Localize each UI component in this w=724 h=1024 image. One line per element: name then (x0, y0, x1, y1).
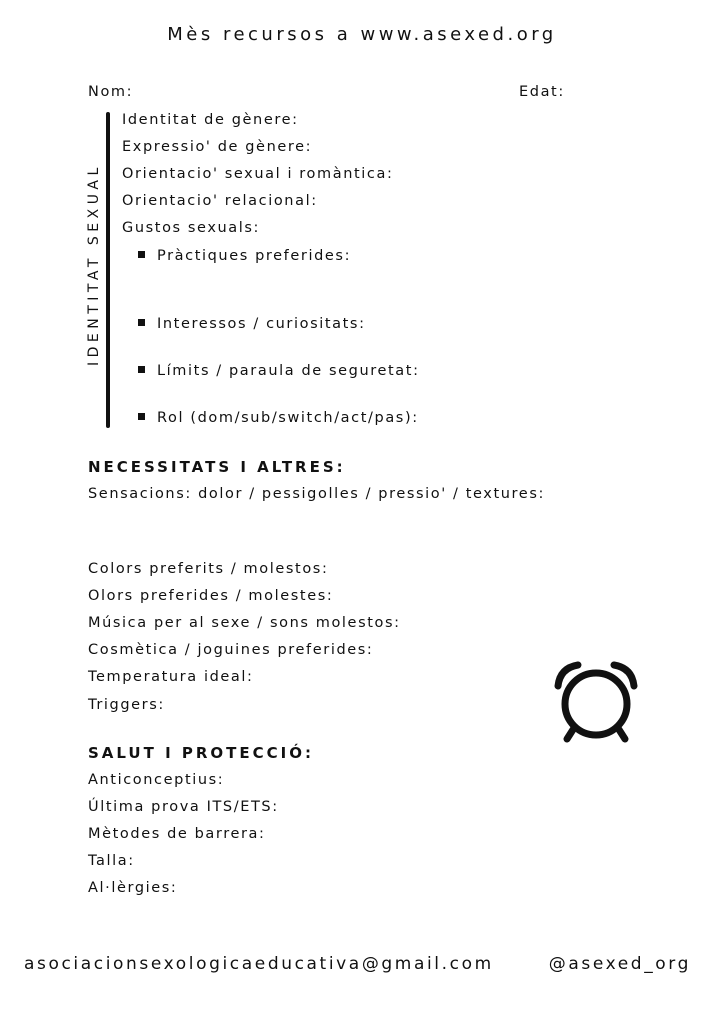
needs-heading: NECESSITATS I ALTRES: (88, 458, 346, 476)
form-field-label: Temperatura ideal: (88, 669, 254, 685)
social-handle[interactable]: @asexed_org (548, 954, 691, 974)
resources-link[interactable]: Mès recursos a www.asexed.org (167, 24, 557, 45)
form-field-label: Sensacions: dolor / pessigolles / pressio' / textures: (88, 486, 545, 502)
list-item (138, 363, 420, 379)
list-item (138, 316, 366, 332)
bullet-icon (138, 251, 145, 258)
bullet-icon (138, 413, 145, 420)
form-field-label: Gustos sexuals: (122, 220, 261, 236)
section-divider-bar (106, 112, 110, 428)
form-field-label: Última prova ITS/ETS: (88, 799, 279, 815)
identity-section-label: IDENTITAT SEXUAL (86, 163, 102, 366)
form-field-label: Triggers: (88, 697, 165, 713)
contact-email[interactable]: asociacionsexologicaeducativa@gmail.com (24, 954, 494, 974)
form-field-label: Anticonceptius: (88, 772, 225, 788)
form-field-label: Pràctiques preferides: (157, 248, 352, 264)
form-field-label: Cosmètica / joguines preferides: (88, 642, 374, 658)
form-field-label: Expressio' de gènere: (122, 139, 313, 155)
alarm-clock-icon (550, 660, 642, 746)
name-label: Nom: (88, 84, 134, 100)
form-field-label: Interessos / curiositats: (157, 316, 366, 332)
form-field-label: Al·lèrgies: (88, 880, 178, 896)
form-field-label: Colors preferits / molestos: (88, 561, 329, 577)
form-field-label: Música per al sexe / sons molestos: (88, 615, 401, 631)
list-item (138, 410, 419, 426)
form-field-label: Olors preferides / molestes: (88, 588, 334, 604)
age-label: Edat: (519, 84, 565, 100)
form-field-label: Talla: (88, 853, 135, 869)
list-item (138, 248, 351, 264)
form-field-label: Límits / paraula de seguretat: (157, 363, 420, 379)
form-field-label: Orientacio' relacional: (122, 193, 318, 209)
form-field-label: Identitat de gènere: (122, 112, 299, 128)
health-heading: SALUT I PROTECCIÓ: (88, 744, 314, 762)
form-field-label: Mètodes de barrera: (88, 826, 266, 842)
form-field-label: Orientacio' sexual i romàntica: (122, 166, 394, 182)
bullet-icon (138, 366, 145, 373)
form-field-label: Rol (dom/sub/switch/act/pas): (157, 410, 419, 426)
bullet-icon (138, 319, 145, 326)
